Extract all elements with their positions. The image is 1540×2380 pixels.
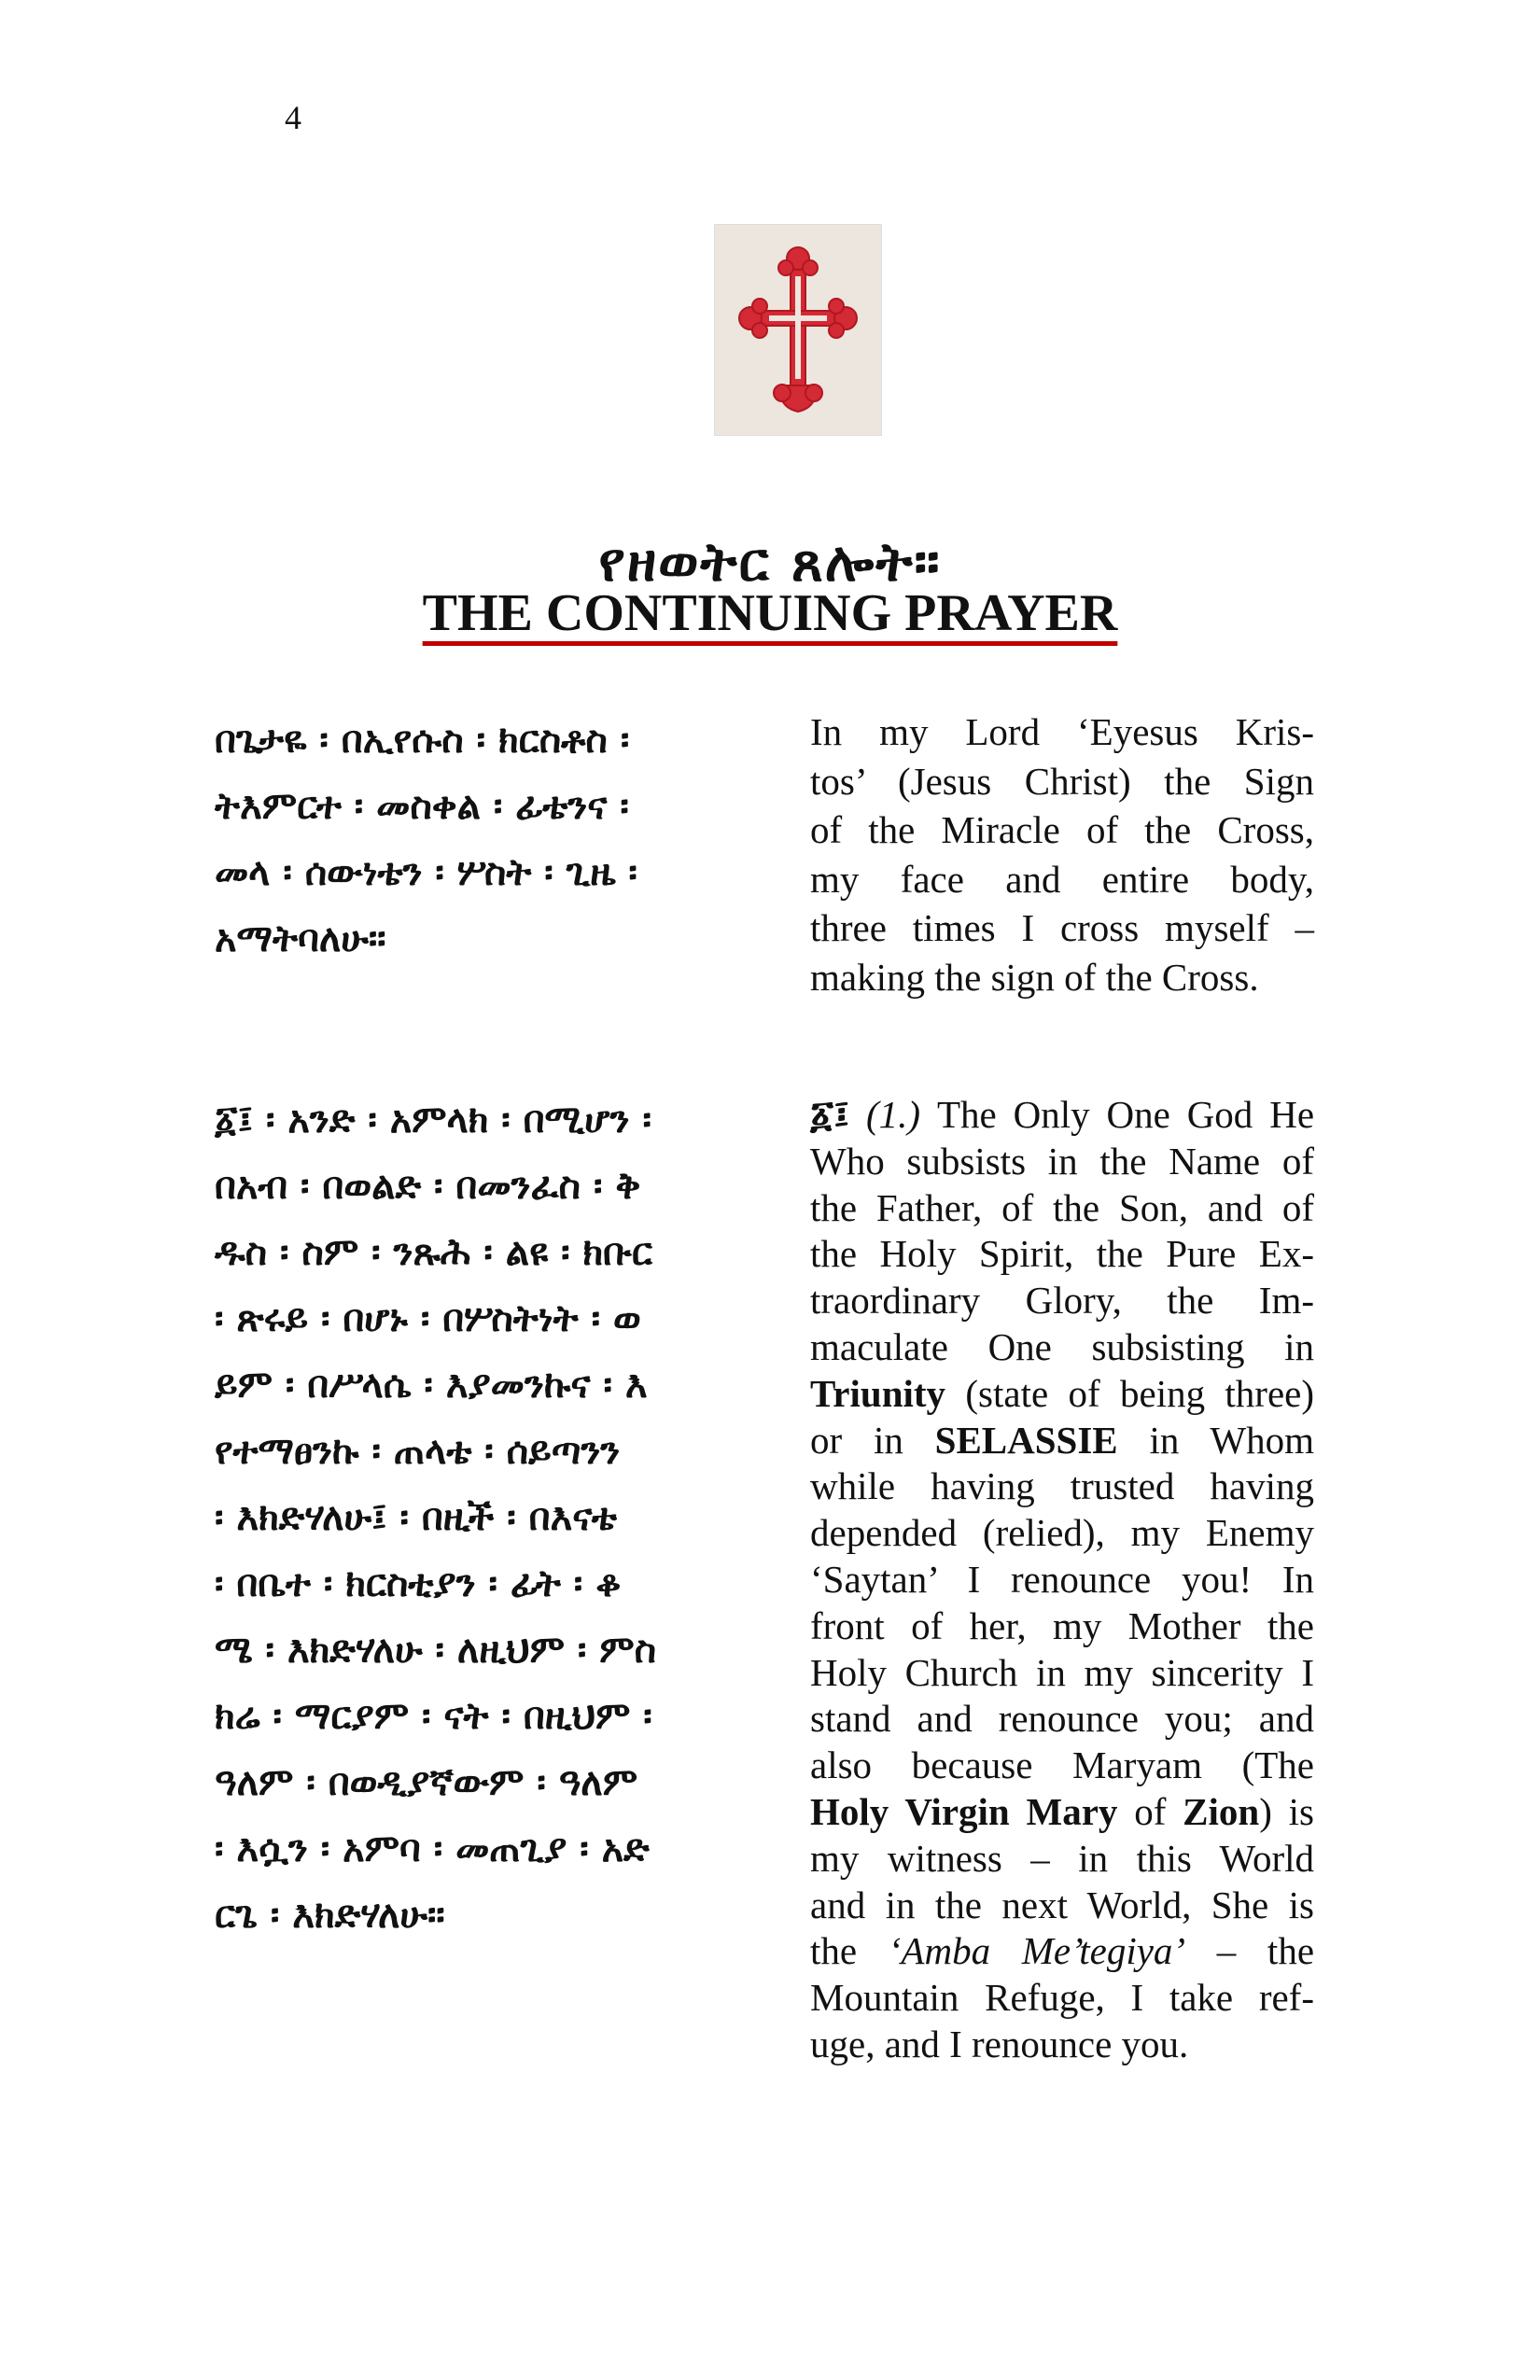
english-text: ) is	[1259, 1789, 1314, 1833]
amharic-line: ፡ እክድሃለሁ፤ ፡ በዚች ፡ በእናቴ	[215, 1496, 617, 1539]
english-text: of	[1134, 1789, 1167, 1833]
amharic-line: አማትባለሁ።	[215, 917, 386, 960]
english-text: or in	[810, 1418, 903, 1462]
english-line: three times I cross myself –	[810, 906, 1314, 949]
english-line: making the sign of the Cross.	[810, 955, 1259, 999]
bold-term: Zion	[1183, 1789, 1260, 1833]
english-line: uge, and I renounce you.	[810, 2022, 1189, 2065]
english-paragraph-1	[810, 707, 1314, 1001]
english-line: stand and renounce you; and	[810, 1697, 1314, 1741]
english-paragraph-2	[810, 1092, 1314, 2068]
english-line: Holy Church in my sincerity I	[810, 1650, 1314, 1694]
amharic-line: ይም ፡ በሥላሴ ፡ እያመንኩና ፡ እ	[215, 1364, 648, 1407]
english-line: ‘Saytan’ I renounce you! In	[810, 1557, 1314, 1601]
amharic-line: መላ ፡ ሰውነቴን ፡ ሦስት ፡ ጊዜ ፡	[215, 851, 637, 894]
page-number: 4	[285, 99, 301, 136]
english-line: front of her, my Mother the	[810, 1603, 1314, 1647]
amharic-line: ፡ እሷን ፡ አምባ ፡ መጠጊያ ፡ አድ	[215, 1827, 650, 1870]
amharic-line: ፩፤ ፡ አንድ ፡ አምላክ ፡ በሚሆን ፡	[215, 1099, 651, 1141]
english-line: traordinary Glory, the Im-	[810, 1279, 1314, 1323]
ethiopic-numeral: ፩፤	[810, 1092, 850, 1137]
amharic-line: ፡ በቤተ ፡ ክርስቲያን ፡ ፊት ፡ ቆ	[215, 1562, 622, 1605]
english-line: In my Lord ‘Eyesus Kris-	[810, 710, 1314, 753]
english-line: tos’ (Jesus Christ) the Sign	[810, 759, 1314, 803]
bold-term: Triunity	[810, 1371, 946, 1415]
amharic-line: በአብ ፡ በወልድ ፡ በመንፈስ ፡ ቅ	[215, 1165, 641, 1208]
amharic-paragraph-2	[215, 1087, 775, 1949]
amharic-line: ርጌ ፡ እክድሃለሁ።	[215, 1894, 445, 1937]
amharic-paragraph-1	[215, 707, 775, 973]
amharic-line: ዱስ ፡ ስም ፡ ንጹሕ ፡ ልዩ ፡ ክቡር	[215, 1231, 653, 1274]
bold-term: Holy Virgin Mary	[810, 1789, 1118, 1833]
english-line	[810, 1092, 1314, 1139]
amharic-line: ክሬ ፡ ማርያም ፡ ናት ፡ በዚህም ፡	[215, 1695, 652, 1738]
amharic-line: ትእምርተ ፡ መስቀል ፡ ፊቴንና ፡	[215, 785, 629, 828]
english-line: my face and entire body,	[810, 857, 1314, 901]
english-text: in Whom	[1149, 1418, 1314, 1462]
english-line: Mountain Refuge, I take ref-	[810, 1976, 1314, 2020]
amharic-line: ፡ ጽሩይ ፡ በሆኑ ፡ በሦስትነት ፡ ወ	[215, 1297, 641, 1340]
amharic-line: በጌታዬ ፡ በኢየሱስ ፡ ክርስቶስ ፡	[215, 719, 630, 762]
english-text: – the	[1216, 1929, 1315, 1973]
english-line: while having trusted having	[810, 1464, 1314, 1508]
english-line: and in the next World, She is	[810, 1883, 1314, 1926]
english-line: the Holy Spirit, the Pure Ex-	[810, 1232, 1314, 1276]
english-line: maculate One subsisting in	[810, 1324, 1314, 1368]
english-text: (state of being three)	[965, 1371, 1315, 1415]
title-english: THE CONTINUING PRAYER	[422, 584, 1118, 642]
english-line	[810, 1371, 1314, 1418]
english-line: of the Miracle of the Cross,	[810, 808, 1314, 851]
english-line	[810, 1789, 1314, 1836]
english-line: the Father, of the Son, and of	[810, 1185, 1314, 1229]
title-amharic: የዘወትር ጸሎት።	[598, 530, 942, 594]
amharic-line: ሜ ፡ እክድሃለሁ ፡ ለዚህም ፡ ምስ	[215, 1629, 657, 1672]
amharic-line: የተማፀንኩ ፡ ጠላቴ ፡ ሰይጣንን	[215, 1430, 621, 1473]
english-line: depended (relied), my Enemy	[810, 1511, 1314, 1555]
bold-term: SELASSIE	[934, 1418, 1118, 1462]
english-text: The Only One God He	[936, 1093, 1315, 1136]
english-line: also because Maryam (The	[810, 1743, 1314, 1787]
numeral-paren: (1.)	[865, 1093, 921, 1136]
english-line	[810, 1928, 1314, 1975]
english-line	[810, 1418, 1314, 1464]
coptic-cross-icon	[714, 224, 882, 436]
english-text: the	[810, 1929, 858, 1973]
amharic-line: ዓለም ፡ በወዲያኛውም ፡ ዓለም	[215, 1761, 638, 1804]
italic-term: ‘Amba Me’tegiya’	[888, 1929, 1186, 1973]
english-line: Who subsists in the Name of	[810, 1139, 1314, 1183]
english-line: my witness – in this World	[810, 1836, 1314, 1880]
